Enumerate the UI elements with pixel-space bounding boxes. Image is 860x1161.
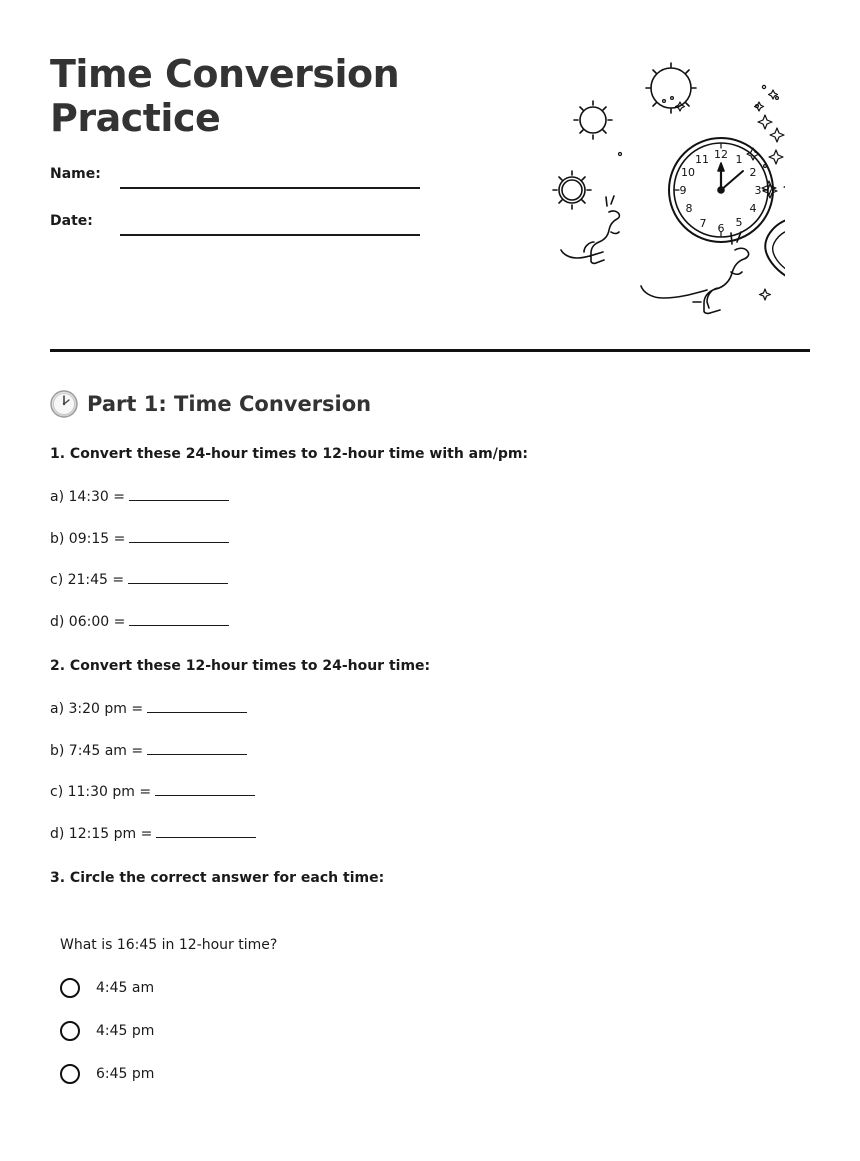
clock-number-8: 8 [685,202,693,215]
q2-item-c [50,781,255,802]
q3-option-3[interactable] [60,1061,154,1087]
worksheet-title: Time Conversion Practice [50,52,400,140]
q3-heading: 3. Circle the correct answer for each time: [50,870,385,886]
q3-option-3-radio[interactable] [60,1064,80,1084]
q1-item-c-answer-blank [128,569,228,584]
clock-number-3: 3 [754,184,762,197]
clock-number-9: 9 [679,184,687,197]
clock-number-11: 11 [695,153,709,166]
sun-icon [574,101,612,139]
worksheet-page [50,0,810,1161]
q1-item-b-answer-blank [129,528,229,543]
date-write-line [120,234,420,236]
sun-icon [553,171,591,209]
part1-heading [50,388,371,420]
q1-item-c-label: c) 21:45 = [50,572,125,588]
q1-item-a-answer-blank [129,486,229,501]
q3-option-3-label: 6:45 pm [96,1066,155,1082]
q2-item-c-answer-blank [155,781,255,796]
q1-item-c [50,569,228,590]
q2-item-b-answer-blank [147,740,247,755]
q3-option-2[interactable] [60,1018,154,1044]
clock-number-10: 10 [681,166,695,179]
sun-icon [646,63,696,113]
q1-item-d-answer-blank [129,611,229,626]
q2-item-a-label: a) 3:20 pm = [50,701,144,717]
clock-number-7: 7 [699,217,707,230]
q2-heading: 2. Convert these 12-hour times to 24-hour time: [50,658,431,674]
section-divider [50,349,810,352]
q1-item-a-label: a) 14:30 = [50,489,126,505]
part1-title: Part 1: Time Conversion [87,392,372,416]
q3-question: What is 16:45 in 12-hour time? [60,937,278,953]
q1-item-a [50,486,229,507]
clock-number-6: 6 [717,222,725,235]
kangaroo-icon [641,232,749,313]
q2-item-a-answer-blank [147,698,247,713]
q3-option-2-label: 4:45 pm [96,1023,155,1039]
q1-item-b-label: b) 09:15 = [50,531,126,547]
q1-item-b [50,528,229,549]
q2-item-d-label: d) 12:15 pm = [50,826,153,842]
q2-item-d-answer-blank [156,823,256,838]
q2-item-d [50,823,256,844]
name-write-line [120,187,420,189]
q1-item-d-label: d) 06:00 = [50,614,126,630]
q1-item-d [50,611,229,632]
clock-number-1: 1 [735,153,743,166]
kangaroo-icon [561,196,619,263]
clock-number-12: 12 [714,148,728,161]
clock-number-4: 4 [749,202,757,215]
q3-option-1-label: 4:45 am [96,980,155,996]
clock-number-2: 2 [749,166,757,179]
horseshoe-icon [765,219,785,281]
q2-item-b [50,740,247,761]
q2-item-c-label: c) 11:30 pm = [50,784,152,800]
name-field [50,164,420,188]
date-label: Date: [50,213,93,229]
q1-heading: 1. Convert these 24-hour times to 12-hour time with am/pm: [50,446,529,462]
q2-item-a [50,698,247,719]
date-field [50,211,420,235]
clock-icon [50,390,78,418]
q3-option-1-radio[interactable] [60,978,80,998]
q3-option-1[interactable] [60,975,154,1001]
q3-option-2-radio[interactable] [60,1021,80,1041]
q2-item-b-label: b) 7:45 am = [50,743,144,759]
clock-number-5: 5 [735,216,743,229]
name-label: Name: [50,166,101,182]
clock-sun-kangaroo-illustration [545,60,785,320]
